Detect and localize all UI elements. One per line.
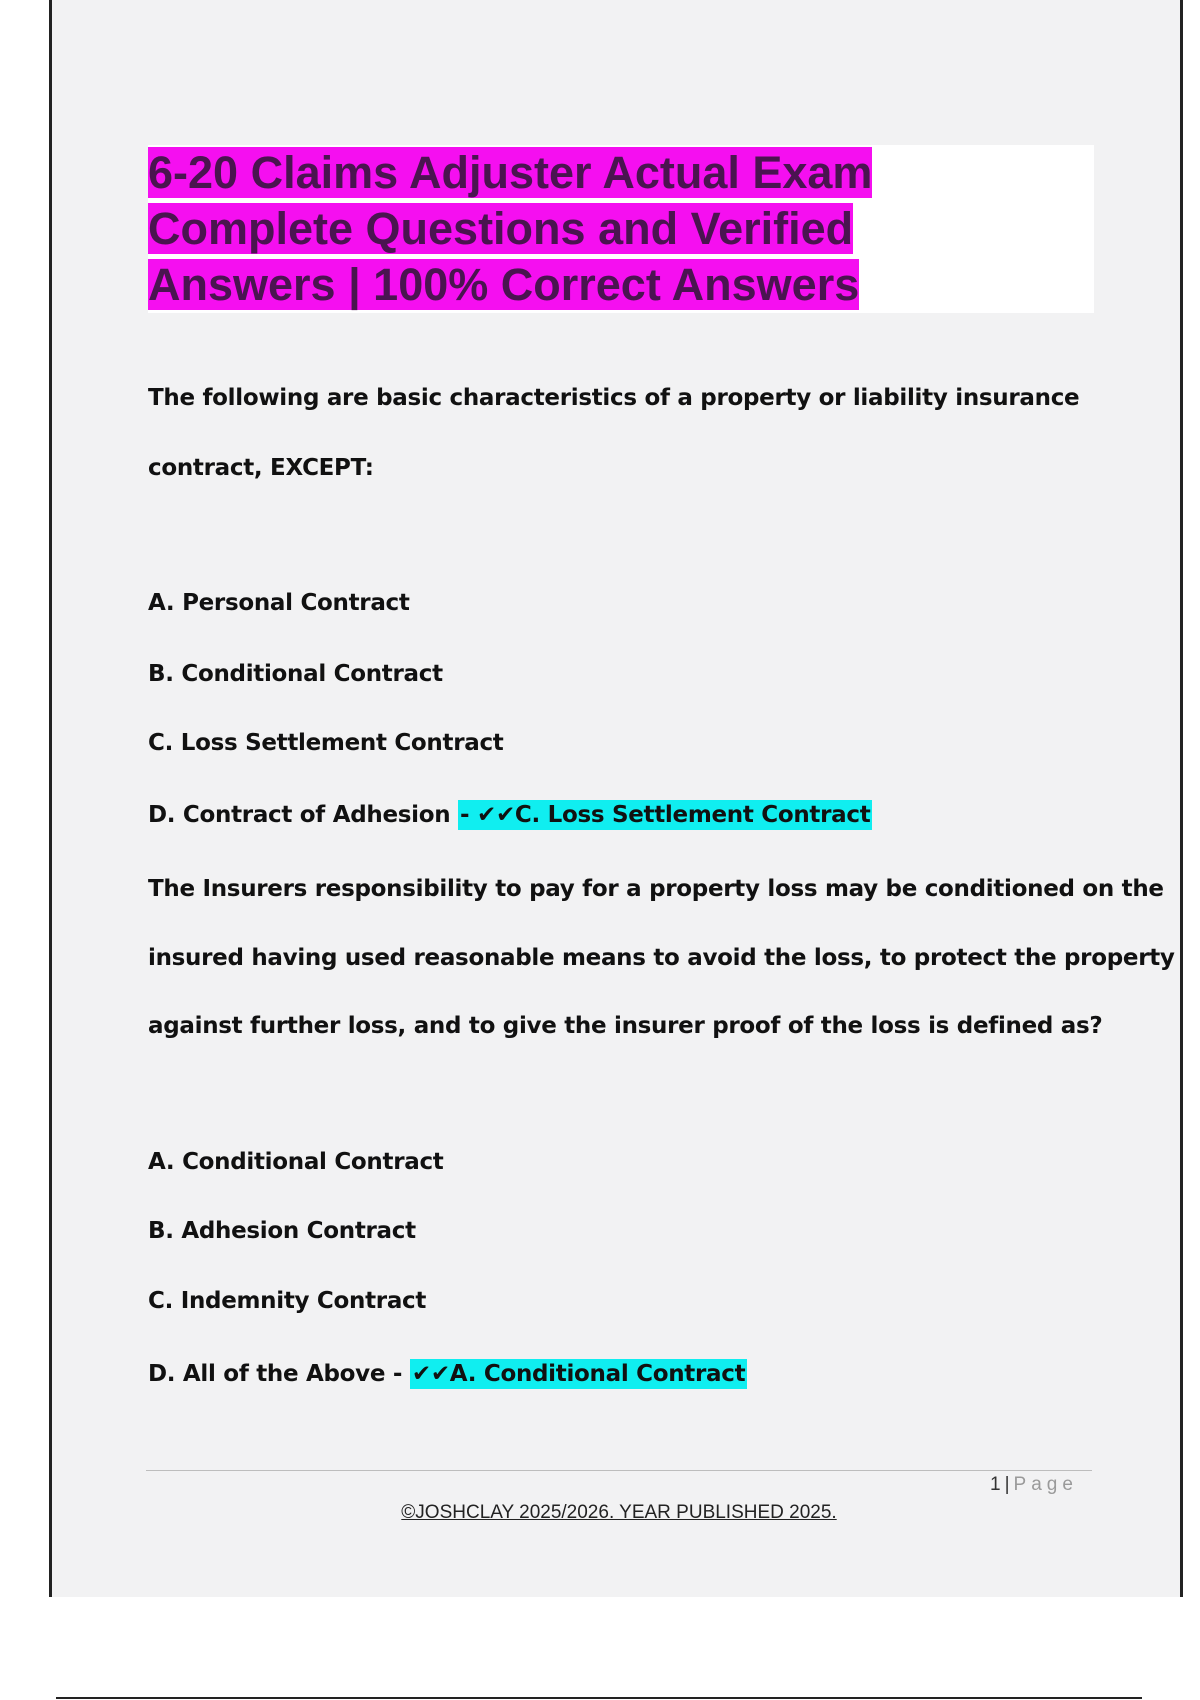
question-1-answer: - ✔✔C. Loss Settlement Contract bbox=[460, 802, 871, 828]
copyright-notice: ©JOSHCLAY 2025/2026. YEAR PUBLISHED 2025. bbox=[401, 1502, 837, 1523]
page-label: Page bbox=[1013, 1474, 1078, 1495]
footer-divider bbox=[146, 1470, 1092, 1471]
question-2-option-a: A. Conditional Contract bbox=[148, 1149, 444, 1175]
title-line-2: Complete Questions and Verified bbox=[148, 203, 854, 254]
question-2-line-1: The Insurers responsibility to pay for a property loss may be conditioned on the bbox=[148, 876, 1164, 902]
title-line-1: 6-20 Claims Adjuster Actual Exam bbox=[148, 147, 873, 198]
question-2-line-2: insured having used reasonable means to avoid the loss, to protect the property bbox=[148, 945, 1175, 971]
question-2-option-c: C. Indemnity Contract bbox=[148, 1288, 427, 1314]
question-1-line-1: The following are basic characteristics of a property or liability insurance bbox=[148, 385, 1080, 411]
page-number-divider: | bbox=[1004, 1474, 1010, 1495]
answer-separator bbox=[402, 1361, 410, 1387]
question-2-option-d: D. All of the Above - bbox=[148, 1361, 403, 1387]
bottom-page-edge bbox=[56, 1697, 1142, 1699]
document-title bbox=[148, 145, 1048, 313]
question-1-option-a: A. Personal Contract bbox=[148, 590, 410, 616]
question-1-option-d-row bbox=[148, 802, 872, 828]
question-2-line-3: against further loss, and to give the insurer proof of the loss is defined as? bbox=[148, 1013, 1103, 1039]
question-1-line-2: contract, EXCEPT: bbox=[148, 455, 374, 481]
page-number-value: 1 bbox=[990, 1474, 1001, 1495]
page-number bbox=[990, 1474, 1078, 1496]
question-2-option-b: B. Adhesion Contract bbox=[148, 1218, 416, 1244]
question-1-option-c: C. Loss Settlement Contract bbox=[148, 730, 504, 756]
question-1-option-b: B. Conditional Contract bbox=[148, 661, 443, 687]
document-page bbox=[49, 0, 1183, 1597]
question-2-answer: ✔✔A. Conditional Contract bbox=[411, 1361, 746, 1387]
question-1-option-d: D. Contract of Adhesion bbox=[148, 802, 451, 828]
title-line-3: Answers | 100% Correct Answers bbox=[148, 259, 860, 310]
answer-separator bbox=[450, 802, 458, 828]
question-2-option-d-row bbox=[148, 1361, 747, 1387]
